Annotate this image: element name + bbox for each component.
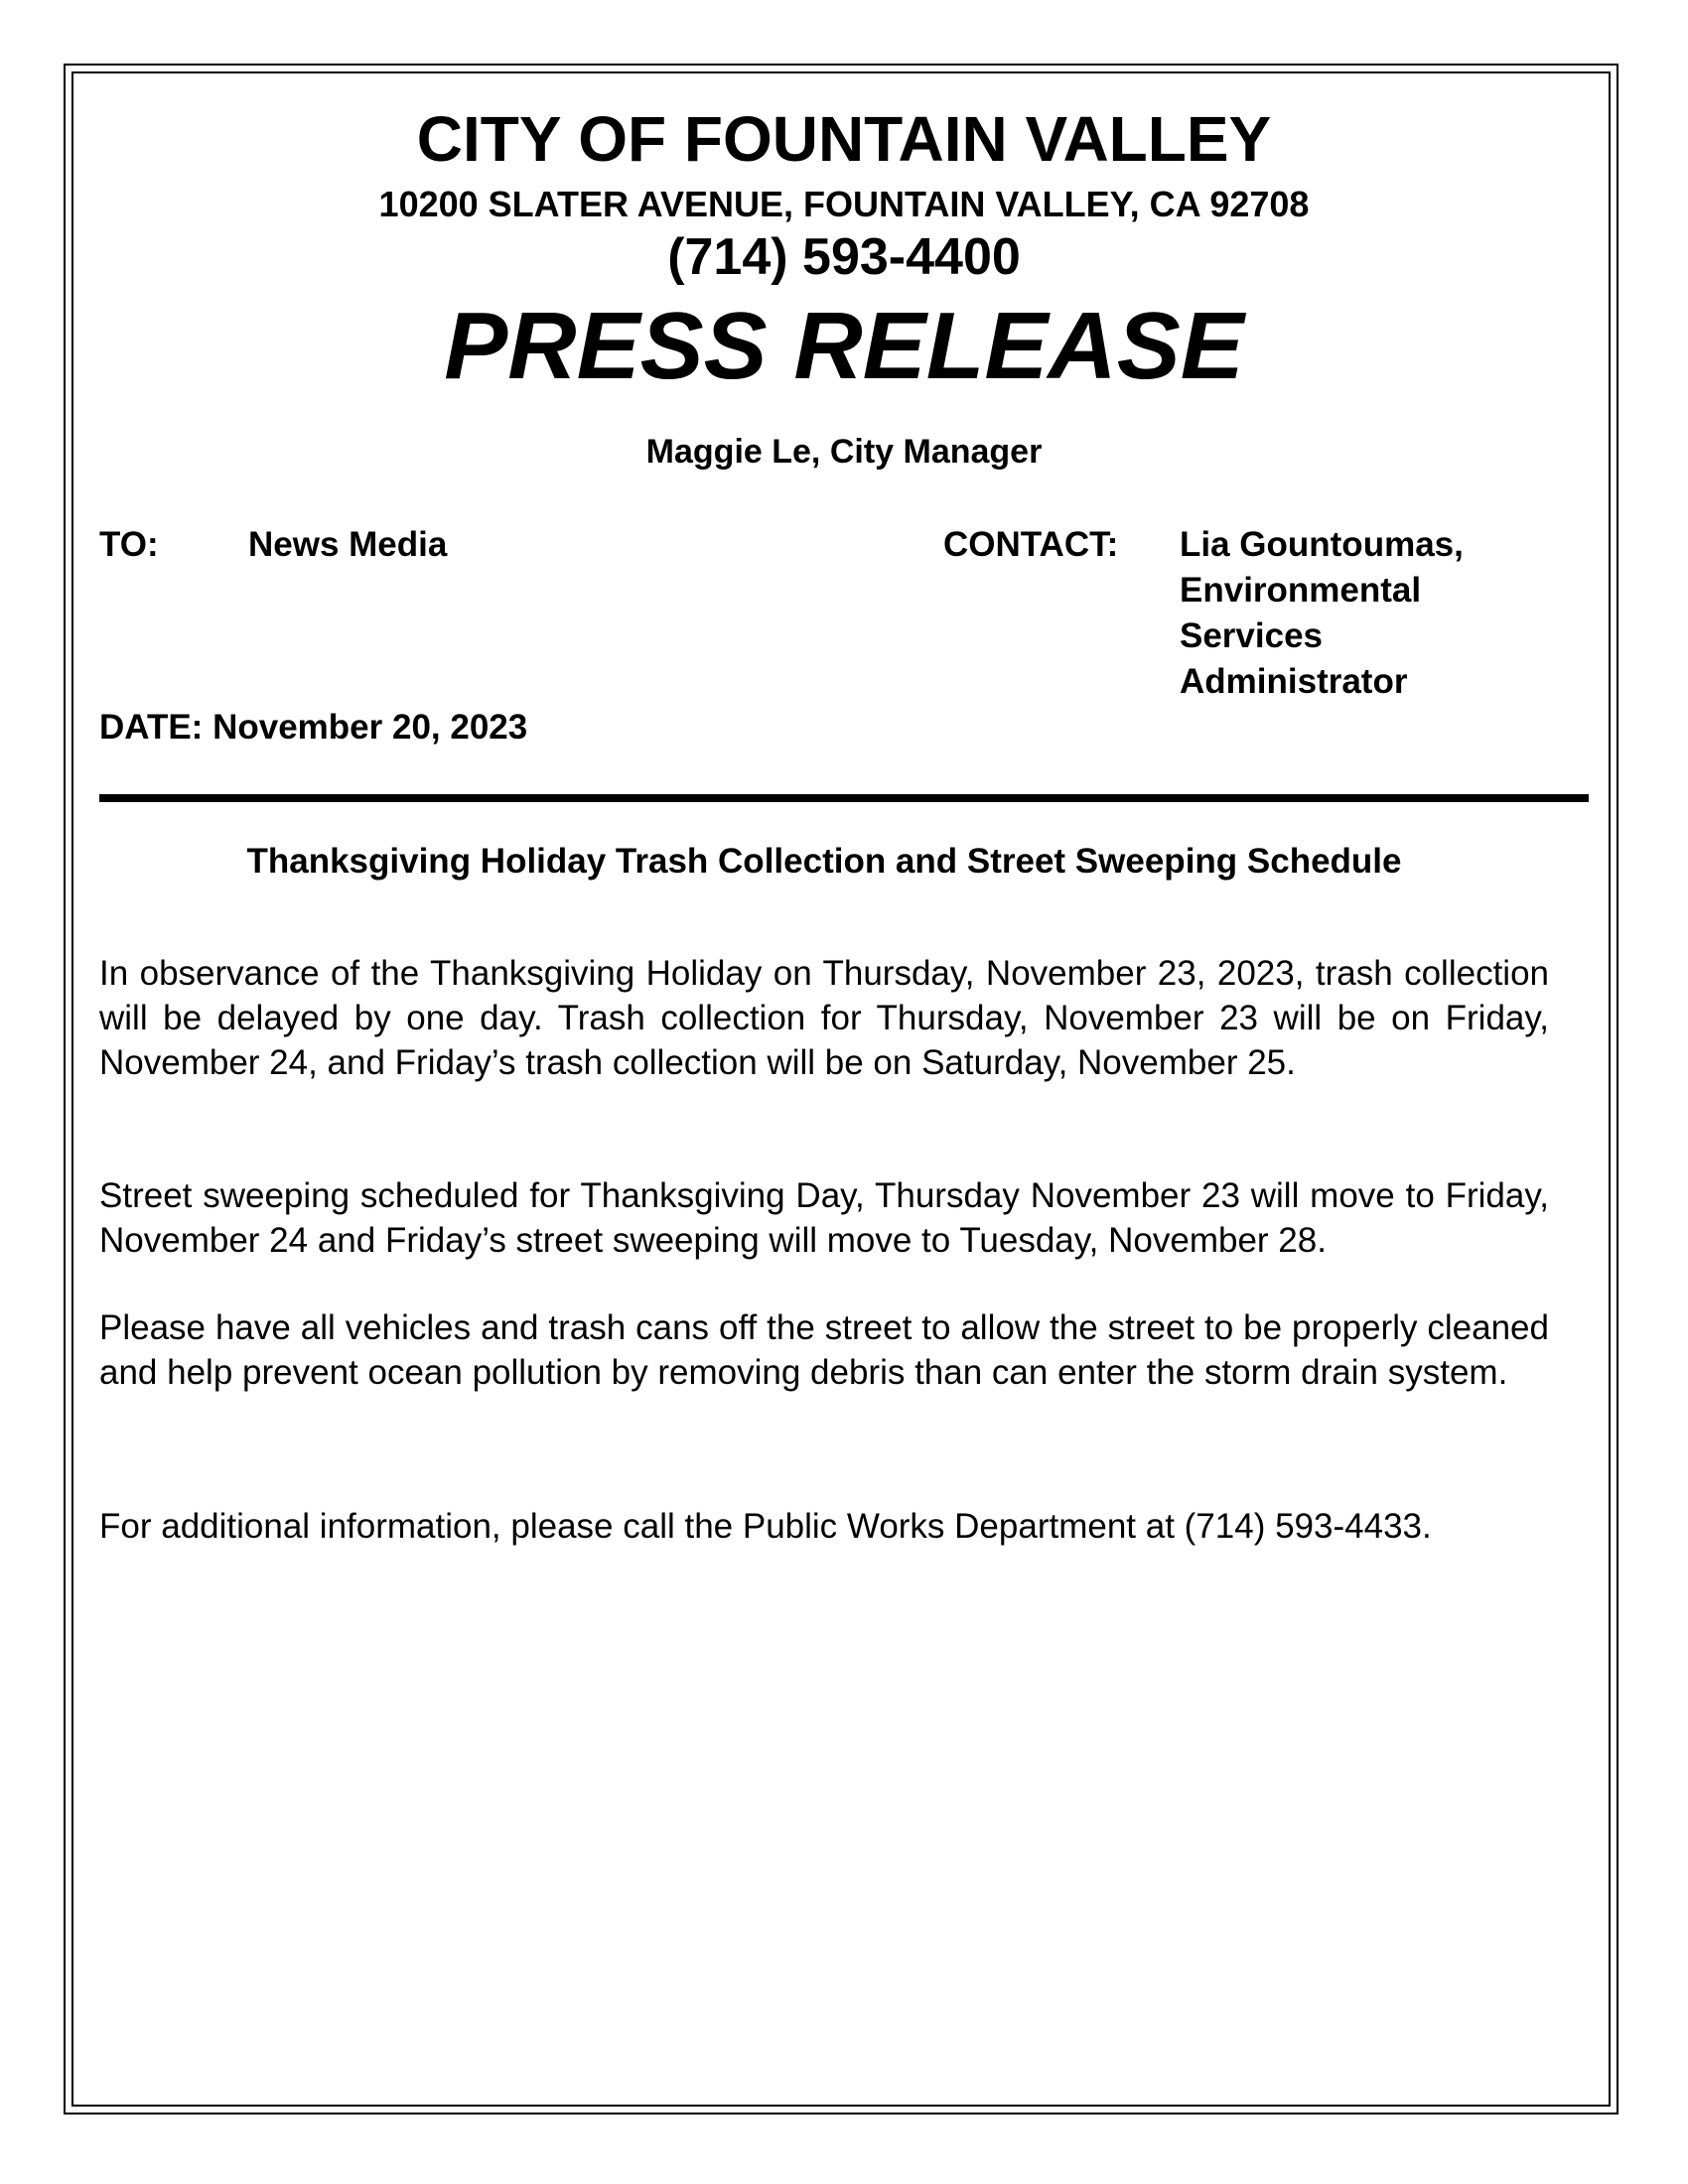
contact-line: Environmental — [1180, 571, 1422, 610]
to-value: News Media — [248, 525, 448, 564]
document-type-title: PRESS RELEASE — [444, 293, 1244, 399]
city-address: 10200 SLATER AVENUE, FOUNTAIN VALLEY, CA 92708 — [378, 184, 1310, 224]
date-label: DATE: — [99, 708, 204, 747]
to-label: TO: — [99, 525, 159, 564]
body-paragraph: Please have all vehicles and trash cans off the street to allow the street to be properly cleaned and help prevent ocean pollution by removing debris than can enter the storm drain system. — [99, 1308, 1549, 1392]
body-paragraph: Street sweeping scheduled for Thanksgiving Day, Thursday November 23 will move to Friday, November 24 and Friday’s street sweeping will move to Tuesday, November 28. — [99, 1176, 1549, 1260]
city-phone: (714) 593-4400 — [667, 228, 1021, 286]
release-subject: Thanksgiving Holiday Trash Collection and Street Sweeping Schedule — [246, 842, 1402, 881]
city-name-heading: CITY OF FOUNTAIN VALLEY — [416, 103, 1272, 175]
contact-block — [1180, 522, 1464, 705]
body-paragraph: For additional information, please call the Public Works Department at (714) 593-4433. — [99, 1507, 1432, 1546]
section-divider — [99, 794, 1589, 802]
contact-line: Lia Gountoumas, — [1180, 525, 1464, 564]
contact-line: Administrator — [1180, 662, 1408, 701]
contact-line: Services — [1180, 616, 1324, 655]
date-value: November 20, 2023 — [212, 708, 528, 747]
body-paragraph: In observance of the Thanksgiving Holiday on Thursday, November 23, 2023, trash collection will be delayed by one day. Trash collection for Thursday, November 23 will be on Friday, November 24, and Friday’s trash collection will be on Saturday, November 25. — [99, 954, 1549, 1082]
contact-label: CONTACT: — [943, 525, 1119, 564]
city-manager-line: Maggie Le, City Manager — [645, 433, 1043, 471]
date-line — [99, 705, 527, 751]
